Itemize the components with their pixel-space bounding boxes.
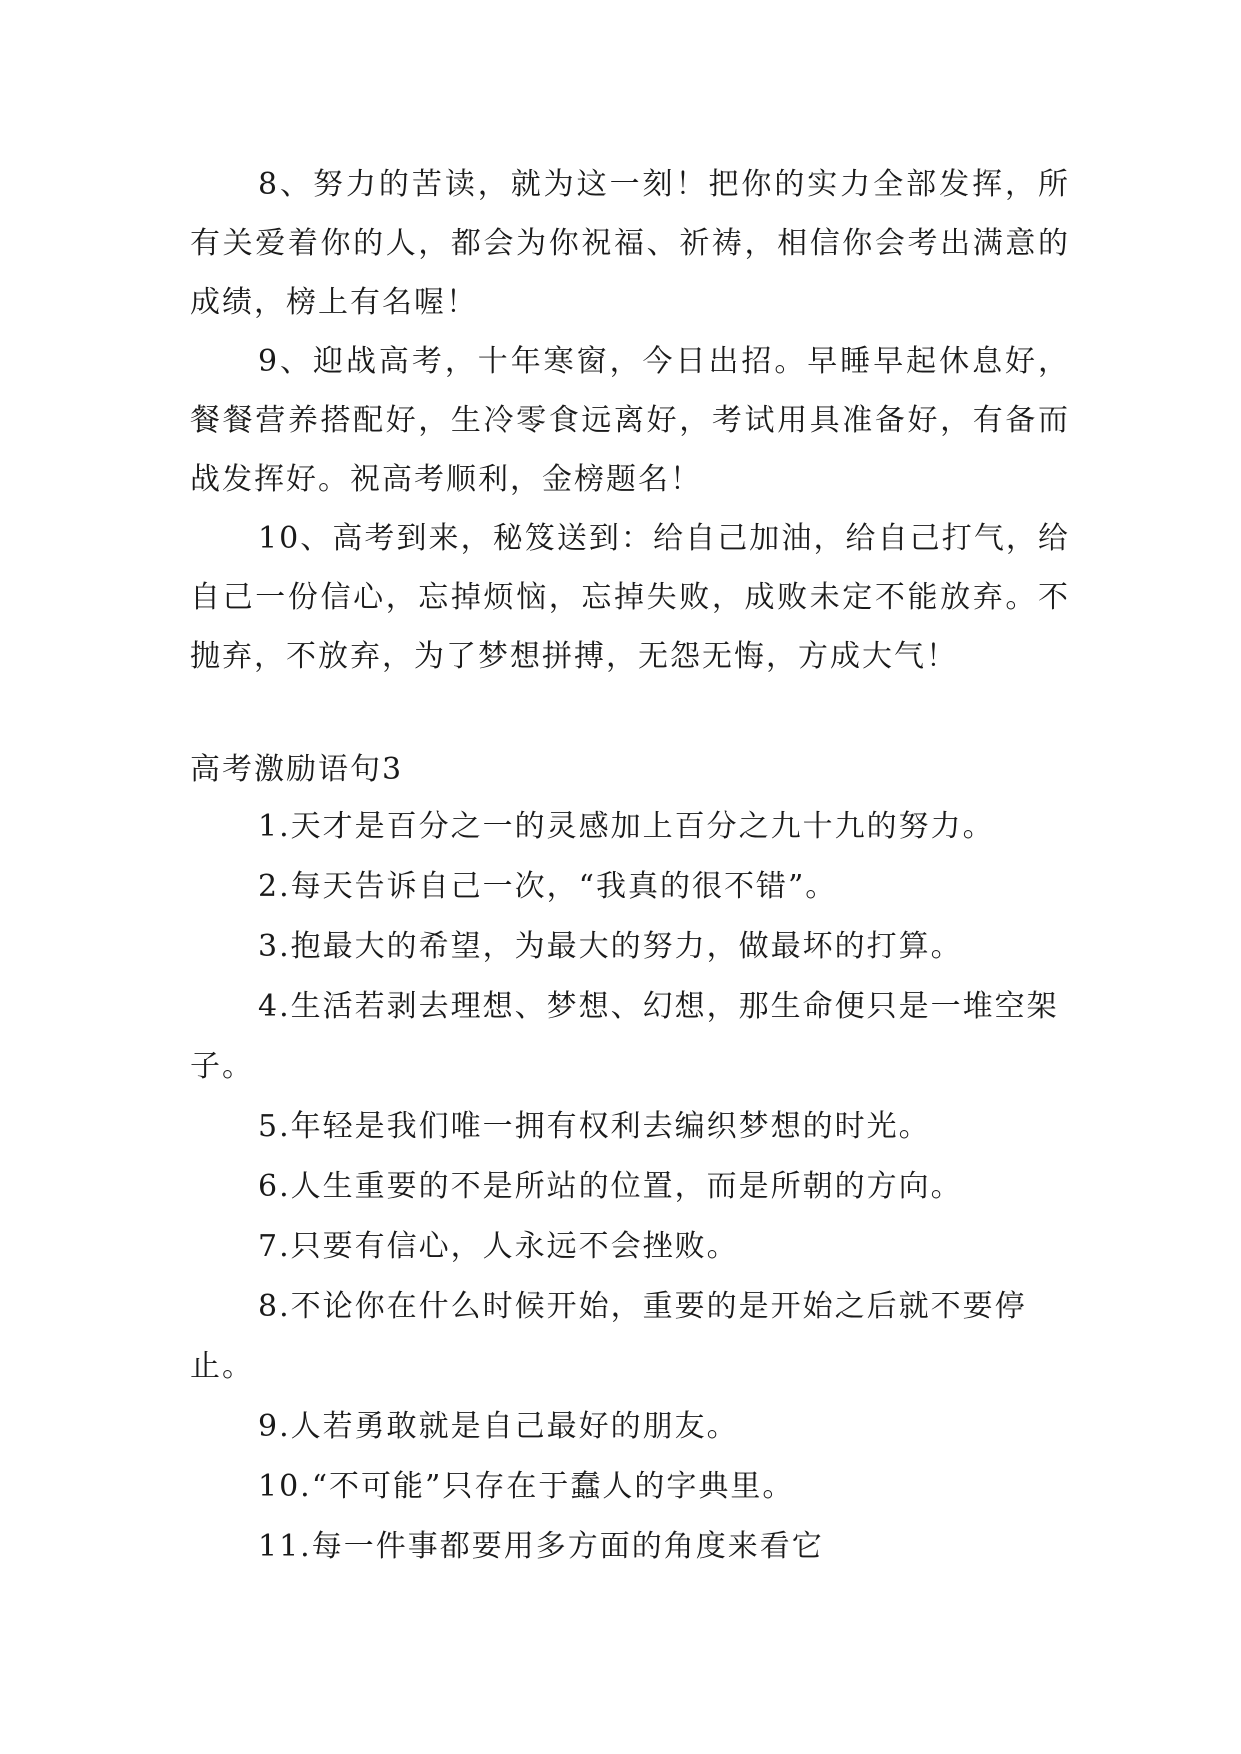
quote-item: 1.天才是百分之一的灵感加上百分之九十九的努力。 xyxy=(258,809,995,844)
quote-item: 2.每天告诉自己一次，“我真的很不错”。 xyxy=(258,869,838,904)
wish-paragraph-9: 9、迎战高考，十年寒窗，今日出招。早睡早起休息好，餐餐营养搭配好，生冷零食远离好，考试用具准备好，有备而战发挥好。祝高考顺利，金榜题名！ xyxy=(190,344,1070,497)
quote-item: 8.不论你在什么时候开始，重要的是开始之后就不要停止。 xyxy=(190,1289,1027,1384)
quote-item: 3.抱最大的希望，为最大的努力，做最坏的打算。 xyxy=(258,929,963,964)
quote-item: 7.只要有信心，人永远不会挫败。 xyxy=(258,1229,739,1264)
quote-list xyxy=(190,797,1070,1577)
wish-paragraph-10: 10、高考到来，秘笈送到：给自己加油，给自己打气，给自己一份信心，忘掉烦恼，忘掉失败，成败未定不能放弃。不抛弃，不放弃，为了梦想拼搏，无怨无悔，方成大气！ xyxy=(190,521,1070,674)
quote-item: 9.人若勇敢就是自己最好的朋友。 xyxy=(258,1409,739,1444)
wishes-paragraphs xyxy=(190,155,1070,686)
section-heading: 高考激励语句3 xyxy=(190,752,404,787)
wish-paragraph-8: 8、努力的苦读，就为这一刻！把你的实力全部发挥，所有关爱着你的人，都会为你祝福、祈祷，相信你会考出满意的成绩，榜上有名喔！ xyxy=(190,167,1070,320)
quote-item: 11.每一件事都要用多方面的角度来看它 xyxy=(258,1529,824,1564)
quote-item: 5.年轻是我们唯一拥有权利去编织梦想的时光。 xyxy=(258,1109,931,1144)
quote-item: 4.生活若剥去理想、梦想、幻想，那生命便只是一堆空架子。 xyxy=(190,989,1059,1084)
quote-item: 6.人生重要的不是所站的位置，而是所朝的方向。 xyxy=(258,1169,963,1204)
quote-item: 10.“不可能”只存在于蠢人的字典里。 xyxy=(258,1469,795,1504)
